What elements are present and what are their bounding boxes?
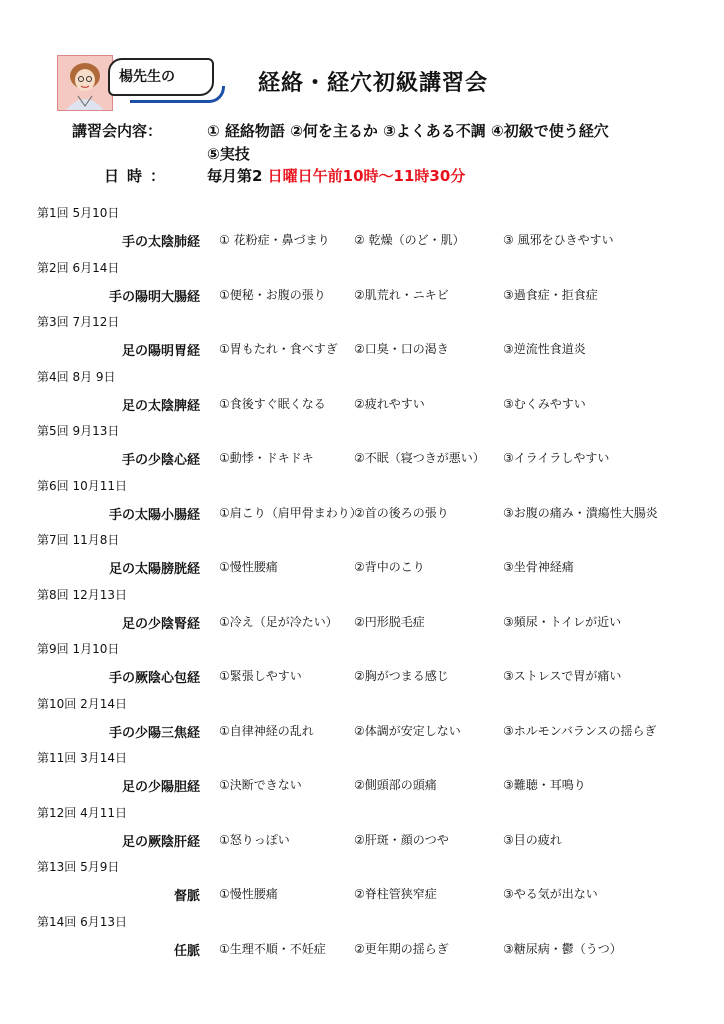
teacher-avatar-icon	[57, 55, 113, 111]
symptom-1: ①慢性腰痛	[219, 887, 278, 901]
symptom-1: ①食後すぐ眠くなる	[219, 396, 326, 411]
symptom-1: ①自律神経の乱れ	[219, 723, 314, 738]
date-prefix: 毎月第2	[207, 167, 263, 185]
list-item	[0, 636, 724, 691]
symptom-3: ③目の疲れ	[503, 832, 562, 847]
meridian-name: 任脈	[173, 943, 200, 959]
symptom-2: ②不眠（寝つきが悪い）	[354, 451, 485, 465]
session-date: 第13回 5月9日	[37, 860, 120, 874]
session-date: 第11回 3月14日	[37, 751, 127, 765]
list-item	[0, 582, 724, 637]
symptom-2: ② 乾燥（のど・肌）	[354, 233, 465, 247]
symptom-1: ①胃もたれ・食べすぎ	[219, 342, 338, 356]
meridian-name: 手の太陽小腸経	[108, 507, 200, 523]
symptom-2: ②疲れやすい	[354, 396, 425, 411]
meridian-name: 督脈	[173, 889, 200, 904]
symptom-2: ②円形脱毛症	[354, 614, 425, 629]
date-highlight: 日曜日午前10時～11時30分	[267, 167, 466, 185]
session-date: 第6回 10月11日	[37, 478, 127, 493]
meridian-name: 足の厥陰肝経	[121, 834, 200, 850]
symptom-2: ②肌荒れ・ニキビ	[354, 287, 449, 302]
header	[0, 0, 724, 120]
symptom-2: ②背中のこり	[354, 560, 425, 574]
symptom-2: ②口臭・口の渇き	[354, 342, 449, 356]
content-line-1: ① 経絡物語 ②何を主るか ③よくある不調 ④初級で使う経穴	[207, 122, 609, 140]
list-item	[0, 854, 724, 909]
speaker-name: 楊先生の	[119, 69, 175, 85]
list-item	[0, 309, 724, 364]
session-date: 第10回 2月14日	[37, 696, 127, 711]
symptom-3: ③頻尿・トイレが近い	[503, 614, 622, 629]
symptom-2: ②肝斑・顔のつや	[354, 832, 449, 847]
session-date: 第5回 9月13日	[37, 424, 120, 438]
meridian-name: 足の少陽胆経	[121, 780, 200, 795]
symptom-3: ③お腹の痛み・潰瘍性大腸炎	[503, 505, 658, 520]
page-title: 経絡・経穴初級講習会	[258, 71, 489, 96]
symptom-3: ③イライラしやすい	[503, 451, 610, 465]
symptom-2: ②脊柱管狭窄症	[354, 887, 437, 901]
session-date: 第8回 12月13日	[37, 587, 127, 602]
symptom-1: ①決断できない	[219, 778, 302, 792]
list-item	[0, 200, 724, 255]
symptom-2: ②側頭部の頭痛	[354, 778, 437, 792]
bubble-tail	[130, 86, 225, 103]
symptom-3: ③糖尿病・鬱（うつ）	[503, 941, 622, 956]
symptom-3: ③難聴・耳鳴り	[503, 778, 586, 792]
symptom-3: ③過食症・拒食症	[503, 287, 598, 302]
symptom-3: ③逆流性食道炎	[503, 342, 586, 356]
session-date: 第1回 5月10日	[37, 206, 120, 220]
symptom-1: ①緊張しやすい	[219, 669, 302, 683]
list-item	[0, 473, 724, 528]
symptom-2: ②胸がつまる感じ	[354, 669, 449, 683]
meridian-name: 足の太陰脾経	[121, 398, 200, 414]
session-date: 第7回 11月8日	[37, 533, 120, 547]
meridian-name: 手の少陰心経	[121, 453, 200, 468]
content-line-2: ⑤実技	[207, 145, 250, 163]
date-value	[207, 165, 465, 186]
symptom-2: ②首の後ろの張り	[354, 505, 449, 520]
symptom-3: ③むくみやすい	[503, 396, 586, 411]
meridian-name: 手の太陰肺経	[121, 235, 200, 250]
session-date: 第14回 6月13日	[37, 914, 127, 929]
symptom-1: ① 花粉症・鼻づまり	[219, 233, 330, 247]
symptom-2: ②更年期の揺らぎ	[354, 941, 449, 956]
symptom-3: ③坐骨神経痛	[503, 560, 574, 574]
symptom-3: ③ストレスで胃が痛い	[503, 669, 622, 683]
session-date: 第12回 4月11日	[37, 805, 127, 820]
meridian-name: 手の厥陰心包経	[108, 671, 200, 686]
symptom-3: ③ホルモンバランスの揺らぎ	[503, 723, 657, 738]
meridian-name: 足の太陽膀胱経	[108, 562, 200, 577]
symptom-1: ①冷え（足が冷たい）	[219, 614, 338, 629]
content-label: 講習会内容：	[72, 122, 163, 140]
list-item	[0, 800, 724, 855]
symptom-1: ①動悸・ドキドキ	[219, 451, 314, 465]
symptom-3: ③ 風邪をひきやすい	[503, 233, 614, 247]
list-item	[0, 691, 724, 746]
meridian-name: 手の陽明大腸経	[108, 289, 200, 305]
session-date: 第2回 6月14日	[37, 260, 120, 275]
session-date: 第4回 8月 9日	[37, 369, 116, 384]
list-item	[0, 364, 724, 419]
symptom-1: ①生理不順・不妊症	[219, 941, 326, 956]
meridian-name: 足の陽明胃経	[121, 344, 200, 359]
symptom-2: ②体調が安定しない	[354, 723, 461, 738]
list-item	[0, 909, 724, 964]
session-list	[0, 200, 724, 963]
symptom-1: ①便秘・お腹の張り	[219, 287, 326, 302]
symptom-1: ①肩こり（肩甲骨まわり）	[219, 505, 362, 520]
date-label: 日時：	[104, 167, 174, 185]
symptom-1: ①慢性腰痛	[219, 560, 278, 574]
symptom-3: ③やる気が出ない	[503, 887, 598, 901]
meridian-name: 手の少陽三焦経	[108, 725, 200, 741]
session-date: 第3回 7月12日	[37, 315, 120, 329]
list-item	[0, 527, 724, 582]
list-item	[0, 418, 724, 473]
list-item	[0, 745, 724, 800]
list-item	[0, 255, 724, 310]
meridian-name: 足の少陰腎経	[121, 616, 200, 632]
session-date: 第9回 1月10日	[37, 642, 120, 656]
symptom-1: ①怒りっぽい	[219, 832, 290, 847]
